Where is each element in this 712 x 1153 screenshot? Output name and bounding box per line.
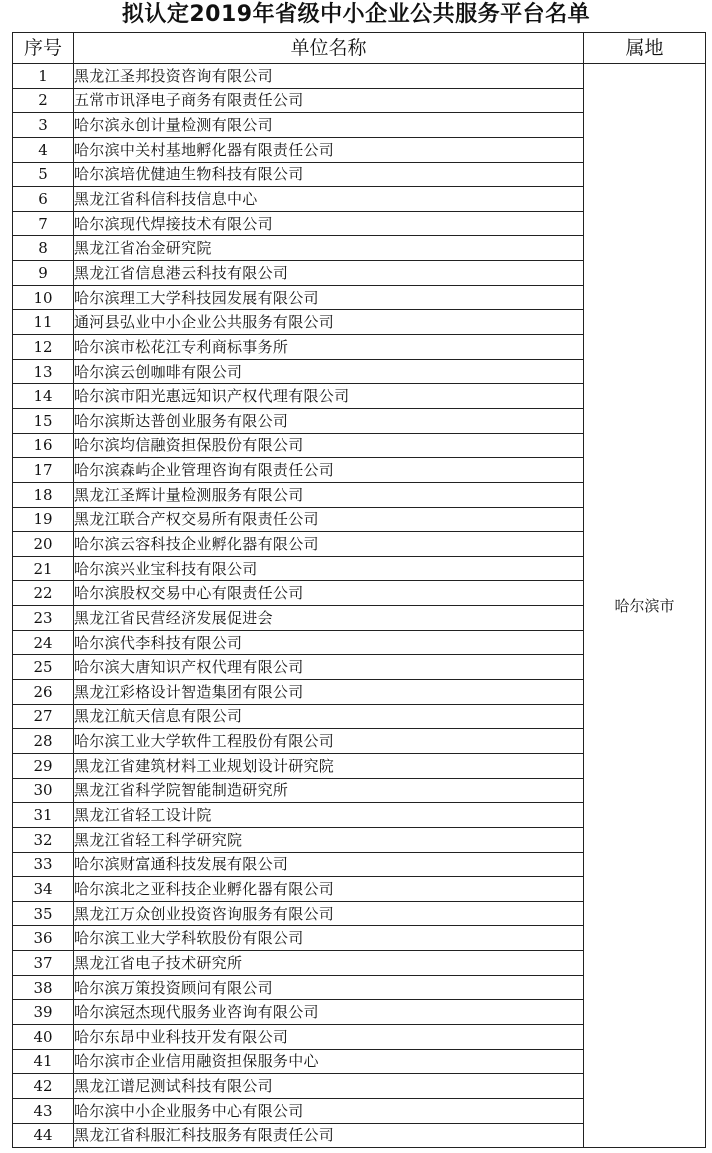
row-index: 8 [13,236,74,261]
row-index: 30 [13,778,74,803]
header-name: 单位名称 [74,33,584,64]
row-company-name: 黑龙江圣辉计量检测服务有限公司 [74,482,584,507]
location-cell: 哈尔滨市 [584,64,706,1148]
row-index: 37 [13,951,74,976]
row-index: 7 [13,211,74,236]
row-company-name: 黑龙江万众创业投资咨询服务有限公司 [74,901,584,926]
row-index: 26 [13,680,74,705]
row-index: 15 [13,408,74,433]
table-row [13,64,706,89]
row-index: 39 [13,1000,74,1025]
row-index: 10 [13,285,74,310]
row-company-name: 黑龙江航天信息有限公司 [74,704,584,729]
row-company-name: 黑龙江彩格设计智造集团有限公司 [74,680,584,705]
row-company-name: 哈尔滨市松花江专利商标事务所 [74,335,584,360]
row-index: 19 [13,507,74,532]
row-index: 1 [13,64,74,89]
row-company-name: 哈尔滨工业大学软件工程股份有限公司 [74,729,584,754]
row-company-name: 哈尔东昂中业科技开发有限公司 [74,1024,584,1049]
row-company-name: 黑龙江省科学院智能制造研究所 [74,778,584,803]
row-index: 22 [13,581,74,606]
row-company-name: 黑龙江省科信科技信息中心 [74,187,584,212]
table-body [13,64,706,1148]
row-company-name: 哈尔滨云创咖啡有限公司 [74,359,584,384]
row-company-name: 哈尔滨兴业宝科技有限公司 [74,556,584,581]
document-title: 拟认定2019年省级中小企业公共服务平台名单 [121,2,591,27]
header-location: 属地 [584,33,706,64]
row-index: 28 [13,729,74,754]
header-index: 序号 [13,33,74,64]
row-index: 25 [13,655,74,680]
row-company-name: 黑龙江联合产权交易所有限责任公司 [74,507,584,532]
row-index: 33 [13,852,74,877]
row-index: 23 [13,606,74,631]
row-company-name: 哈尔滨云容科技企业孵化器有限公司 [74,532,584,557]
row-company-name: 通河县弘业中小企业公共服务有限公司 [74,310,584,335]
row-index: 20 [13,532,74,557]
row-company-name: 哈尔滨北之亚科技企业孵化器有限公司 [74,877,584,902]
row-company-name: 哈尔滨代李科技有限公司 [74,630,584,655]
row-company-name: 哈尔滨森屿企业管理咨询有限责任公司 [74,458,584,483]
row-company-name: 哈尔滨大唐知识产权代理有限公司 [74,655,584,680]
row-company-name: 黑龙江省电子技术研究所 [74,951,584,976]
row-index: 14 [13,384,74,409]
row-index: 16 [13,433,74,458]
row-index: 43 [13,1098,74,1123]
row-index: 11 [13,310,74,335]
row-company-name: 哈尔滨中小企业服务中心有限公司 [74,1098,584,1123]
row-index: 4 [13,137,74,162]
row-index: 36 [13,926,74,951]
row-index: 27 [13,704,74,729]
row-company-name: 哈尔滨工业大学科软股份有限公司 [74,926,584,951]
row-company-name: 哈尔滨现代焊接技术有限公司 [74,211,584,236]
row-index: 3 [13,113,74,138]
row-company-name: 哈尔滨市阳光惠远知识产权代理有限公司 [74,384,584,409]
row-company-name: 哈尔滨冠杰现代服务业咨询有限公司 [74,1000,584,1025]
row-company-name: 黑龙江谱尼测试科技有限公司 [74,1074,584,1099]
row-company-name: 哈尔滨万策投资顾问有限公司 [74,975,584,1000]
row-company-name: 黑龙江省轻工科学研究院 [74,827,584,852]
row-company-name: 黑龙江省轻工设计院 [74,803,584,828]
row-company-name: 黑龙江省民营经济发展促进会 [74,606,584,631]
row-index: 29 [13,753,74,778]
row-index: 9 [13,261,74,286]
row-company-name: 五常市讯泽电子商务有限责任公司 [74,88,584,113]
row-index: 42 [13,1074,74,1099]
row-company-name: 黑龙江省冶金研究院 [74,236,584,261]
row-index: 5 [13,162,74,187]
row-index: 35 [13,901,74,926]
row-company-name: 哈尔滨中关村基地孵化器有限责任公司 [74,137,584,162]
row-company-name: 哈尔滨培优健迪生物科技有限公司 [74,162,584,187]
row-company-name: 哈尔滨财富通科技发展有限公司 [74,852,584,877]
row-index: 13 [13,359,74,384]
row-company-name: 哈尔滨市企业信用融资担保服务中心 [74,1049,584,1074]
enterprise-list-table [12,32,706,1148]
row-index: 40 [13,1024,74,1049]
row-index: 2 [13,88,74,113]
row-company-name: 哈尔滨均信融资担保股份有限公司 [74,433,584,458]
row-company-name: 哈尔滨理工大学科技园发展有限公司 [74,285,584,310]
row-index: 12 [13,335,74,360]
row-company-name: 哈尔滨斯达普创业服务有限公司 [74,408,584,433]
row-company-name: 黑龙江省建筑材料工业规划设计研究院 [74,753,584,778]
row-company-name: 黑龙江省科服汇科技服务有限责任公司 [74,1123,584,1148]
row-index: 18 [13,482,74,507]
row-index: 31 [13,803,74,828]
table-header-row [13,33,706,64]
row-index: 32 [13,827,74,852]
row-company-name: 黑龙江省信息港云科技有限公司 [74,261,584,286]
row-index: 17 [13,458,74,483]
row-index: 41 [13,1049,74,1074]
row-index: 34 [13,877,74,902]
row-index: 24 [13,630,74,655]
row-index: 38 [13,975,74,1000]
row-company-name: 黑龙江圣邦投资咨询有限公司 [74,64,584,89]
row-index: 21 [13,556,74,581]
row-index: 6 [13,187,74,212]
row-index: 44 [13,1123,74,1148]
row-company-name: 哈尔滨股权交易中心有限责任公司 [74,581,584,606]
row-company-name: 哈尔滨永创计量检测有限公司 [74,113,584,138]
